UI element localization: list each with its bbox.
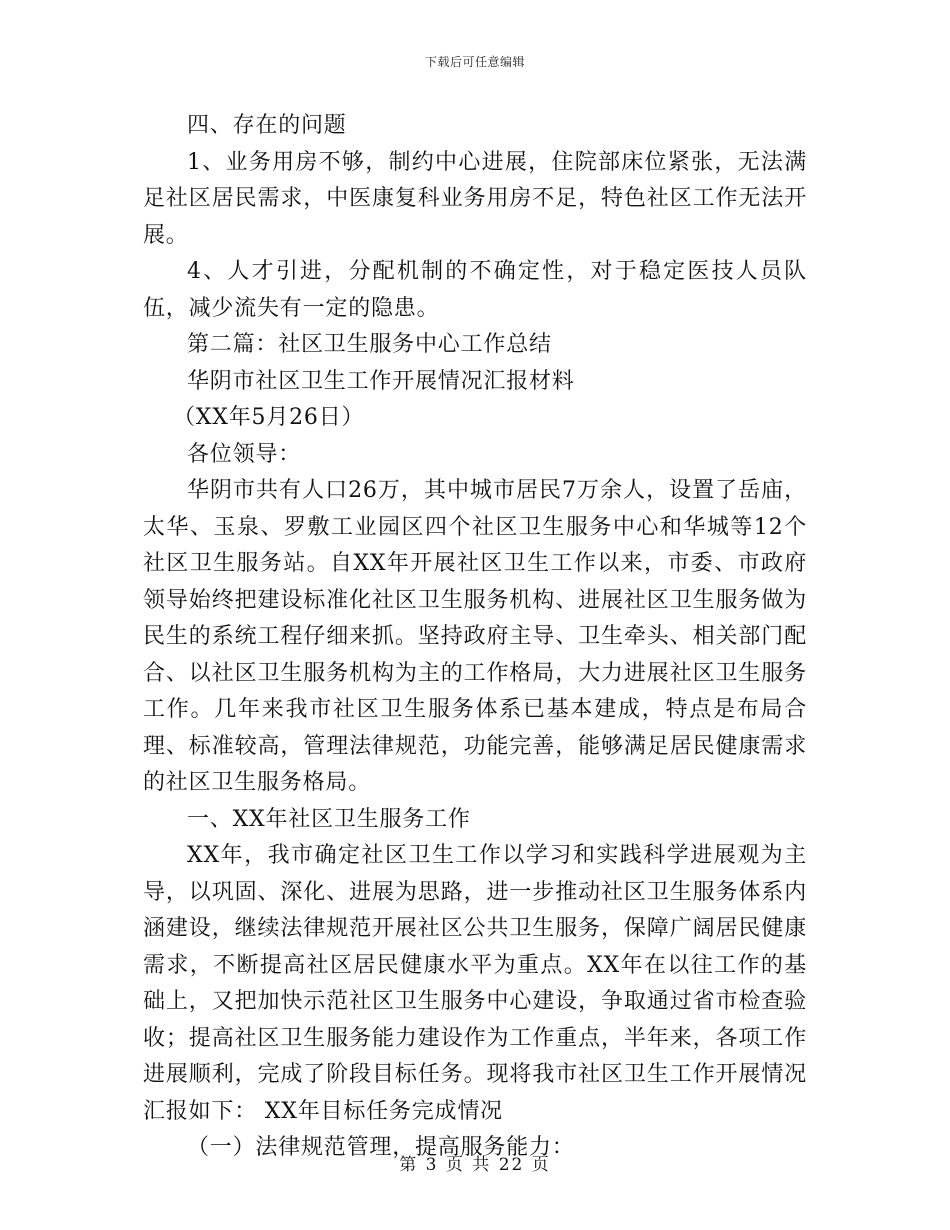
- section-heading-work: 一、XX年社区卫生服务工作: [187, 806, 471, 832]
- document-body: [143, 108, 807, 1167]
- salutation: 各位领导：: [187, 441, 302, 467]
- subsection-heading-1: （一）法律规范管理，提高服务能力：: [187, 1135, 575, 1160]
- page-footer: 第 3 页 共 22 页: [399, 1155, 551, 1175]
- paragraph-item-1: 1、业务用房不够，制约中心进展，住院部床位紧张，无法满足社区居民需求，中医康复科业务用房不足，特色社区工作无法开展。: [143, 149, 807, 248]
- chapter-title: 第二篇：社区卫生服务中心工作总结: [187, 332, 552, 357]
- paragraph-work-summary: XX年，我市确定社区卫生工作以学习和实践科学进展观为主导，以巩固、深化、进展为思路，进一步推动社区卫生服务体系内涵建设，继续法律规范开展社区公共卫生服务，保障广阔居民健康需求，不断提高社区居民健康水平为重点。XX年在以往工作的基础上，又把加快示范社区卫生服务中心建设，争取通过省市检查验收；提高社区卫生服务能力建设作为工作重点，半年来，各项工作进展顺利，完成了阶段目标任务。现将我市社区卫生工作开展情况汇报如下： XX年目标任务完成情况: [143, 843, 807, 1124]
- report-date: （XX年5月26日）: [173, 405, 365, 430]
- page-header: 下载后可任意编辑: [424, 55, 525, 69]
- report-title: 华阴市社区卫生工作开展情况汇报材料: [187, 368, 575, 394]
- paragraph-overview: 华阴市共有人口26万，其中城市居民7万余人，设置了岳庙，太华、玉泉、罗敷工业园区四个社区卫生服务中心和华城等12个社区卫生服务站。自XX年开展社区卫生工作以来，市委、市政府领导始终把建设标准化社区卫生服务机构、进展社区卫生服务做为民生的系统工程仔细来抓。坚持政府主导、卫生牵头、相关部门配合、以社区卫生服务机构为主的工作格局，大力进展社区卫生服务工作。几年来我市社区卫生服务体系已基本建成，特点是布局合理、标准较高，管理法律规范，功能完善，能够满足居民健康需求的社区卫生服务格局。: [143, 478, 807, 795]
- section-heading-problems: 四、存在的问题: [187, 113, 347, 138]
- paragraph-item-4: 4、人才引进，分配机制的不确定性，对于稳定医技人员队伍，减少流失有一定的隐患。: [143, 259, 807, 321]
